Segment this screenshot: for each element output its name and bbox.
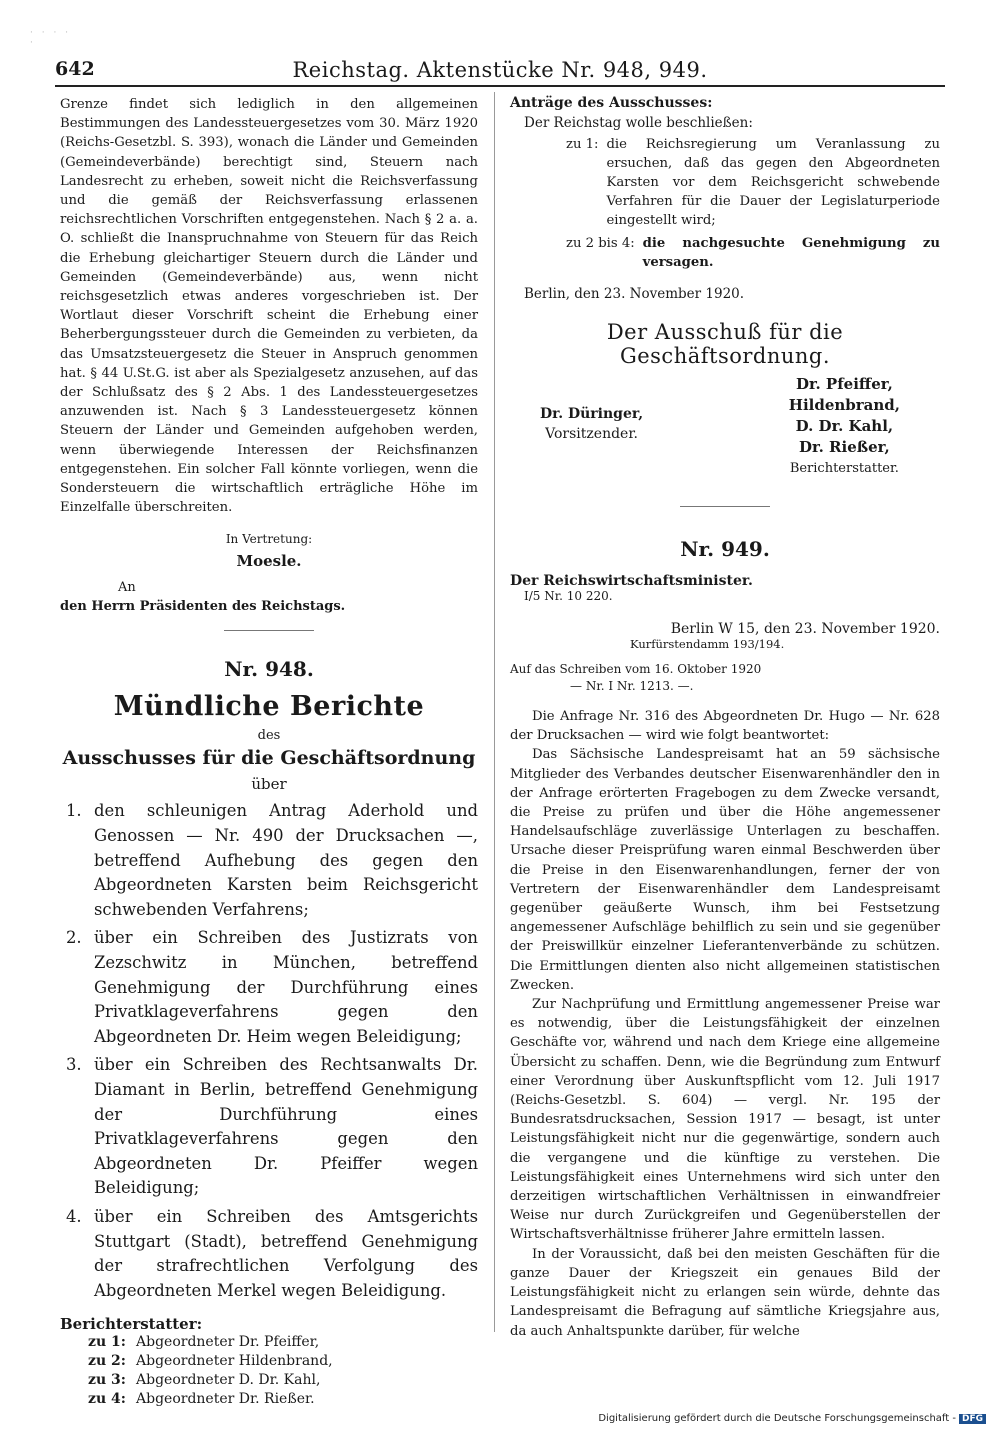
document-subtitle: Ausschusses für die Geschäftsordnung [62, 747, 476, 770]
place-date: Berlin, den 23. November 1920. [524, 286, 745, 302]
document-number-948: Nr. 948. [224, 657, 314, 682]
body-paragraph: Das Sächsische Landespreisamt hat an 59 sächsische Mitglieder des Verbandes deutscher Eisenwarenhändler den in der Anfrage erörterten Fragebogen zu dem Zwecke versandt, die Preise zu prüfen und über die Höhe angemessener Handelsaufschläge zuverlässige Unterlagen zu beschaffen. Ursache dieser Preisprüfung waren einmal Beschwerden über die Preise in den Eisenwarenhandlungen, ferner der von Vertretern der Eisenwarenhändler dem Landespreisamt gegenüber geäußerte Wunsch, ihm bei Festsetzung angemessener Aufschläge behilflich zu sein und sie gegenüber der Preiswillkür einzelner Lieferantenverbände zu schützen. Die Ermittlungen dienten also nicht allgemeinen statistischen Zwecken. [510, 747, 940, 993]
title-des: des [257, 728, 281, 744]
member-name: Dr. Pfeiffer, [795, 375, 893, 393]
motions-heading: Anträge des Ausschusses: [510, 95, 713, 111]
file-reference: I/5 Nr. 10 220. [524, 589, 613, 603]
member-name: Dr. Rießer, [799, 438, 890, 456]
right-column [510, 95, 940, 1341]
dfg-logo: DFG [959, 1414, 986, 1424]
minister-heading: Der Reichswirtschaftsminister. [510, 573, 753, 589]
scan-artifact: · · · · · [30, 28, 72, 48]
members-role: Berichterstatter. [789, 461, 899, 476]
page-number: 642 [55, 58, 95, 80]
answer-paragraph: Die Anfrage Nr. 316 des Abgeordneten Dr. Hugo — Nr. 628 der Drucksachen — wird wie folgt beantwortet: [510, 709, 940, 744]
header-rule [55, 85, 945, 87]
reporters-list [60, 1333, 478, 1409]
reporter-line: zu 3: Abgeordneter D. Dr. Kahl, [88, 1372, 321, 1389]
section-divider [680, 506, 770, 507]
signer-name: Moesle. [236, 552, 302, 571]
motion-2: zu 2 bis 4: die nachgesuchte Genehmigung zu versagen. [566, 236, 940, 270]
reporter-line: zu 1: Abgeordneter Dr. Pfeiffer, [88, 1334, 320, 1351]
left-column [60, 95, 478, 1409]
list-item: 4. über ein Schreiben des Amtsgerichts Stuttgart (Stadt), betreffend Genehmigung der strafrechtlichen Verfolgung des Abgeordneten Merkel wegen Beleidigung. [66, 1206, 478, 1300]
body-paragraph: In der Voraussicht, daß bei den meisten Geschäften für die ganze Dauer der Kriegszeit ein genaues Bild der Leistungsfähigkeit nicht zu erlangen sein würde, dehnte das Landespreisamt die Befragung auf sämtliche Kriegsjahre aus, da auch Anhaltspunkte darüber, für welche [510, 1246, 940, 1339]
rapporteurs [789, 374, 900, 479]
reporters-heading: Berichterstatter: [60, 1315, 203, 1334]
member-name: Hildenbrand, [788, 396, 900, 414]
title-ueber: über [251, 775, 287, 794]
chair-name: Dr. Düringer, [540, 406, 644, 422]
addressee-an: An [118, 580, 136, 596]
page-header [55, 58, 945, 86]
street-address: Kurfürstendamm 193/194. [630, 637, 785, 651]
addressee: den Herrn Präsidenten des Reichstags. [60, 599, 346, 615]
chair-role: Vorsitzender. [545, 426, 638, 442]
committee-name: Der Ausschuß für die Geschäftsordnung. [606, 320, 844, 368]
motion-1: zu 1: die Reichsregierung um Veranlassung zu ersuchen, daß das gegen den Abgeordneten Karsten vor dem Reichsgericht schwebende Verfahren für die Dauer der Legislaturperiode eingestellt wird; [566, 137, 940, 228]
section-divider [224, 630, 314, 631]
addressee-block [60, 578, 478, 616]
chair [540, 404, 643, 444]
signature-block [60, 531, 478, 570]
letter-reference: Auf das Schreiben vom 16. Oktober 1920 — Nr. I Nr. 1213. —. [510, 662, 762, 693]
reporter-line: zu 2: Abgeordneter Hildenbrand, [88, 1353, 333, 1370]
list-item: 3. über ein Schreiben des Rechtsanwalts Dr. Diamant in Berlin, betreffend Genehmigung der Durchführung eines Privatklageverfahrens gegen den Abgeordneten Dr. Pfeiffer wegen Beleidigung; [66, 1055, 478, 1198]
document-number-949: Nr. 949. [680, 537, 770, 561]
running-head: Reichstag. Aktenstücke Nr. 948, 949. [292, 58, 708, 82]
list-item: 1. den schleunigen Antrag Aderhold und Genossen — Nr. 490 der Drucksachen —, betreffend Aufhebung des gegen den Abgeordneten Karsten beim Reichsgericht schwebenden Verfahrens; [66, 801, 478, 919]
member-name: D. Dr. Kahl, [795, 417, 894, 435]
footer-credit: Digitalisierung gefördert durch die Deutsche Forschungsgemeinschaft - DFG [598, 1413, 986, 1424]
reporter-line: zu 4: Abgeordneter Dr. Rießer. [88, 1391, 315, 1408]
list-item: 2. über ein Schreiben des Justizrats von Zezschwitz in München, betreffend Genehmigung der Durchführung eines Privatklageverfahrens gegen den Abgeordneten Dr. Heim wegen Beleidigung; [66, 928, 478, 1046]
resolution-intro: Der Reichstag wolle beschließen: [524, 115, 753, 131]
continued-paragraph: Grenze findet sich lediglich in den allgemeinen Bestimmungen des Landessteuergesetzes vom 30. März 1920 (Reichs-Gesetzbl. S. 393), wonach die Länder und Gemeinden (Gemeindeverbände) berechtigt sind, Steuern nach Landesrecht zu erheben, soweit nicht die Reichsverfassung und die gemäß der Reichsverfassung erlassenen reichsrechtlichen Vorschriften entgegenstehen. Nach § 2 a. a. O. schließt die Inanspruchnahme von Steuern für das Reich die Erhebung gleichartiger Steuern durch die Länder und Gemeinden (Gemeindeverbände) aus, wenn nicht reichsgesetzlich etwas anderes vorgeschrieben ist. Der Wortlaut dieser Vorschrift scheint die Erhebung einer Beherbergungssteuer durch die Gemeinden zu verbieten, da das Umsatzsteuergesetz die Steuer in Anspruch genommen hat. § 44 U.St.G. ist aber als Spezialgesetz anzusehen, auf das der Schlußsatz des § 2 Abs. 1 des Landessteuergesetzes anzuwenden ist. Nach § 3 Landessteuergesetz können Steuern der Länder und Gemeinden aufgehoben werden, wenn überwiegende Interessen der Reichsfinanzen entgegenstehen. Ein solcher Fall könnte vorliegen, wenn die Sondersteuern die wirtschaftlich erträgliche Höhe im Einzelfalle überschreiten. [60, 97, 478, 516]
column-separator [494, 92, 495, 1332]
in-vertretung: In Vertretung: [225, 532, 313, 547]
document-title: Mündliche Berichte [113, 691, 425, 723]
item-list [60, 799, 478, 1303]
body-paragraph: Zur Nachprüfung und Ermittlung angemessener Preise war es notwendig, über die Leistungsfähigkeit der einzelnen Geschäfte vor, während und nach dem Kriege eine allgemeine Übersicht zu schaffen. Denn, wie die Begründung zum Entwurf einer Verordnung über Auskunftspflicht vom 12. Juli 1917 (Reichs-Gesetzbl. S. 604) — vergl. Nr. 195 der Bundesratsdrucksachen, Session 1917 — besagt, ist unter Leistungsfähigkeit nicht nur die gegenwärtige, sondern auch die vergangene und die künftige zu verstehen. Die Leistungsfähigkeit eines Unternehmens wird sich unter den derzeitigen wirtschaftlichen Verhältnissen in einwandfreier Weise nur durch Zurückgreifen und Gegenüberstellen der Wirtschaftsverhältnisse früherer Jahre ermitteln lassen. [510, 997, 940, 1243]
place-date-949: Berlin W 15, den 23. November 1920. [670, 621, 940, 637]
signers-block [510, 374, 940, 492]
